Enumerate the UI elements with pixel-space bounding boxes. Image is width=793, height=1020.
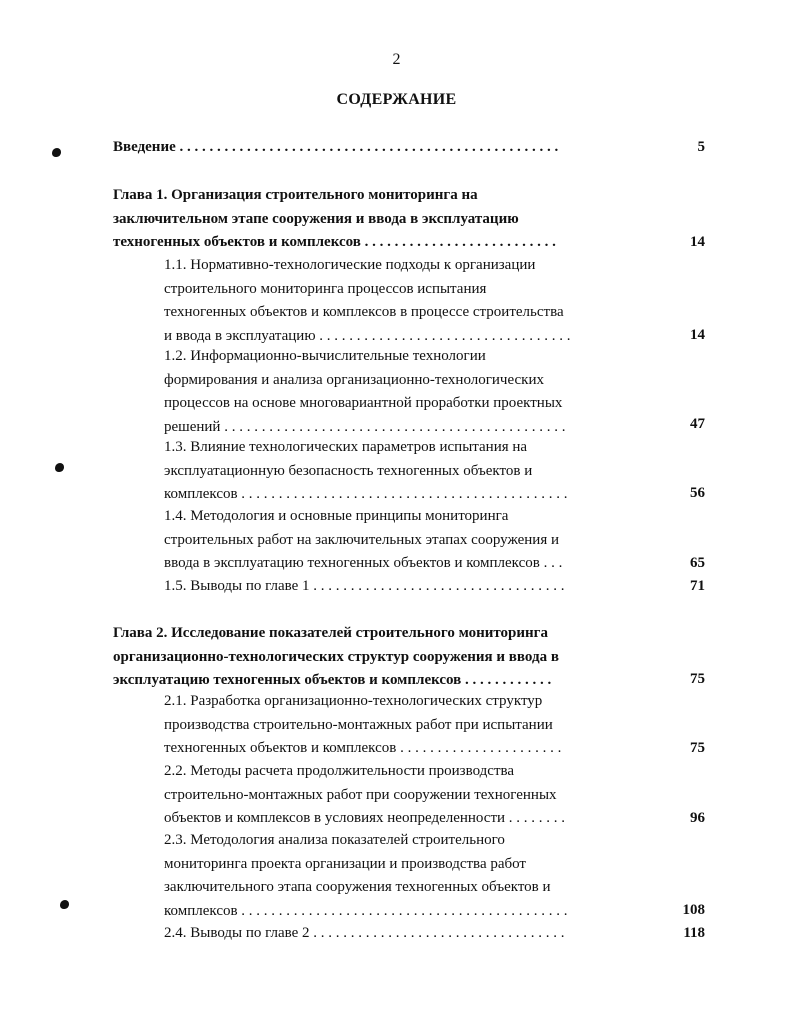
toc-page-chapter-1: 14 [690, 234, 705, 250]
toc-entry-section-1-3 [164, 436, 634, 507]
toc-line: решений . . . . . . . . . . . . . . . . . . . . . . . . . . . . . . . . . . . . . . . . . . . . . . [164, 418, 566, 435]
toc-line: Глава 2. Исследование показателей строительного мониторинга [113, 625, 548, 641]
toc-line: 1.3. Влияние технологических параметров испытания на [164, 439, 528, 455]
binder-mark [60, 900, 69, 909]
toc-page-section-2-2: 96 [690, 810, 705, 826]
toc-page-chapter-2: 75 [690, 671, 705, 687]
toc-line: комплексов . . . . . . . . . . . . . . . . . . . . . . . . . . . . . . . . . . . . . . . . . . . . [164, 902, 568, 919]
toc-entry-section-2-1 [164, 690, 636, 761]
toc-page-section-2-1: 75 [690, 740, 705, 756]
toc-line: 2.2. Методы расчета продолжительности производства [164, 763, 515, 779]
toc-line: техногенных объектов и комплексов . . . . . . . . . . . . . . . . . . . . . . . . . . [113, 234, 556, 250]
toc-line: эксплуатационную безопасность техногенных объектов и [164, 462, 533, 479]
toc-page-section-1-3: 56 [690, 485, 705, 501]
toc-line: эксплуатацию техногенных объектов и комплексов . . . . . . . . . . . . [113, 672, 552, 688]
toc-line: строительно-монтажных работ при сооружении техногенных [164, 786, 557, 803]
toc-entry-chapter-1 [113, 184, 633, 255]
toc-line: процессов на основе многовариантной проработки проектных [164, 395, 563, 411]
toc-entry-intro [113, 136, 633, 160]
binder-mark [55, 463, 64, 472]
toc-line: мониторинга проекта организации и производства работ [164, 855, 526, 872]
toc-line: и ввода в эксплуатацию . . . . . . . . . . . . . . . . . . . . . . . . . . . . . . . . . . [164, 327, 571, 344]
toc-line: формирования и анализа организационно-технологических [164, 371, 544, 388]
toc-page-section-1-5: 71 [690, 578, 705, 594]
toc-line: комплексов . . . . . . . . . . . . . . . . . . . . . . . . . . . . . . . . . . . . . . . . . . . . [164, 486, 568, 502]
toc-line: техногенных объектов и комплексов в процессе строительства [164, 304, 564, 320]
toc-line: 2.4. Выводы по главе 2 . . . . . . . . . . . . . . . . . . . . . . . . . . . . . . . . . . [164, 925, 565, 941]
toc-entry-section-2-2 [164, 760, 636, 831]
toc-line: 1.5. Выводы по главе 1 . . . . . . . . . . . . . . . . . . . . . . . . . . . . . . . . . . [164, 578, 565, 594]
toc-entry-section-1-1 [164, 254, 634, 348]
toc-entry-section-1-4 [164, 505, 634, 576]
toc-line: 1.1. Нормативно-технологические подходы к организации [164, 257, 536, 273]
toc-line: заключительного этапа сооружения техногенных объектов и [164, 879, 551, 895]
toc-line: 1.4. Методология и основные принципы мониторинга [164, 508, 509, 524]
toc-page-section-1-4: 65 [690, 555, 705, 571]
toc-entry-section-1-2 [164, 345, 634, 439]
toc-page-section-2-3: 108 [682, 902, 705, 918]
toc-line: объектов и комплексов в условиях неопределенности . . . . . . . . [164, 810, 566, 826]
page-number: 2 [392, 51, 401, 68]
toc-line: техногенных объектов и комплексов . . . . . . . . . . . . . . . . . . . . . . [164, 740, 562, 756]
toc-entry-chapter-2 [113, 622, 635, 693]
toc-page-intro: 5 [697, 139, 705, 155]
toc-line: 2.3. Методология анализа показателей строительного [164, 832, 505, 848]
toc-line: ввода в эксплуатацию техногенных объектов и комплексов . . . [164, 555, 563, 571]
toc-entry-section-2-3 [164, 829, 636, 923]
toc-page-section-2-4: 118 [683, 925, 705, 941]
toc-title: СОДЕРЖАНИЕ [336, 91, 457, 108]
toc-page-section-1-1: 14 [690, 327, 705, 343]
toc-line: Глава 1. Организация строительного мониторинга на [113, 187, 478, 203]
toc-line: производства строительно-монтажных работ при испытании [164, 716, 553, 733]
toc-line: организационно-технологических структур сооружения и ввода в [113, 648, 559, 665]
toc-line: Введение . . . . . . . . . . . . . . . . . . . . . . . . . . . . . . . . . . . . . . . . . . . . . . . . . . . [113, 139, 559, 155]
binder-mark [52, 148, 61, 157]
toc-entry-section-2-4 [164, 922, 636, 946]
toc-line: заключительном этапе сооружения и ввода в эксплуатацию [113, 210, 519, 227]
toc-entry-section-1-5 [164, 575, 634, 599]
toc-line: строительного мониторинга процессов испытания [164, 280, 487, 297]
toc-line: строительных работ на заключительных этапах сооружения и [164, 531, 559, 548]
toc-line: 1.2. Информационно-вычислительные технологии [164, 348, 486, 364]
toc-page-section-1-2: 47 [690, 416, 705, 432]
toc-line: 2.1. Разработка организационно-технологических структур [164, 693, 543, 709]
